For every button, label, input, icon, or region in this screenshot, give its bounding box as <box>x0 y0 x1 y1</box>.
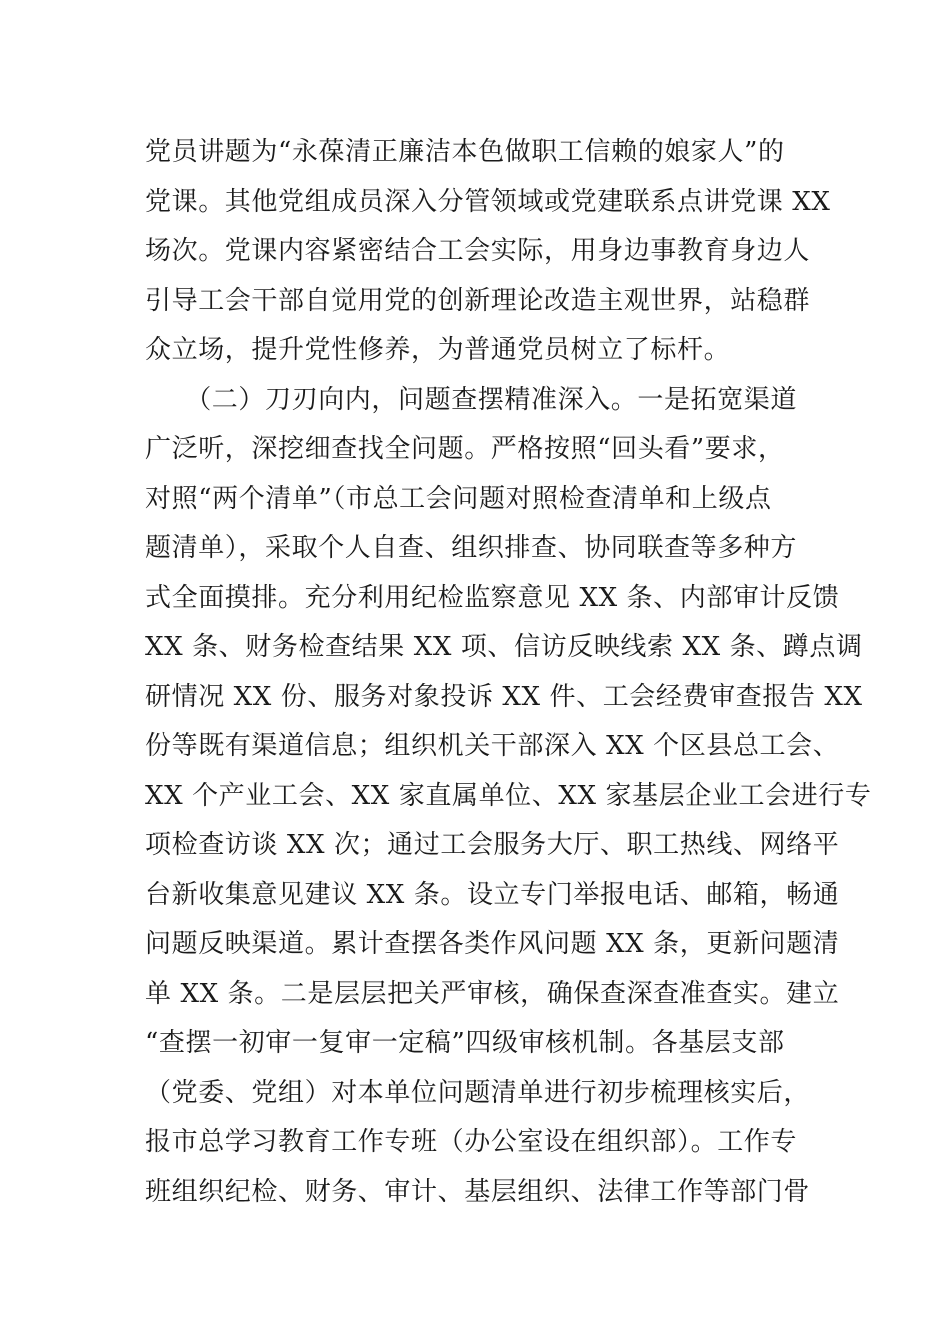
text-line: 广泛听，深挖细查找全问题。严格按照“回头看”要求， <box>145 434 785 464</box>
text-line: 单 XX 条。二是层层把关严审核，确保查深查准查实。建立 <box>145 978 840 1009</box>
text-line: 党课。其他党组成员深入分管领域或党建联系点讲党课 XX <box>145 186 831 217</box>
text-line: 式全面摸排。充分利用纪检监察意见 XX 条、内部审计反馈 <box>145 582 840 613</box>
text-line: 班组织纪检、财务、审计、基层组织、法律工作等部门骨 <box>145 1176 811 1207</box>
text-line: 项检查访谈 XX 次；通过工会服务大厅、职工热线、网络平 <box>145 830 840 860</box>
text-line: 报市总学习教育工作专班（办公室设在组织部）。工作专 <box>145 1127 798 1157</box>
text-line: （党委、党组）对本单位问题清单进行初步梳理核实后， <box>145 1077 811 1108</box>
text-line: XX 个产业工会、XX 家直属单位、XX 家基层企业工会进行专 <box>145 780 872 811</box>
text-line: 问题反映渠道。累计查摆各类作风问题 XX 条，更新问题清 <box>145 929 840 959</box>
text-line: 份等既有渠道信息；组织机关干部深入 XX 个区县总工会、 <box>145 731 840 761</box>
body-text <box>145 128 872 1217</box>
text-line: 场次。党课内容紧密结合工会实际，用身边事教育身边人 <box>145 236 811 266</box>
text-line: 研情况 XX 份、服务对象投诉 XX 件、工会经费审查报告 XX <box>145 681 863 712</box>
text-line: 众立场，提升党性修养，为普通党员树立了标杆。 <box>145 335 731 365</box>
text-line: “查摆一初审一复审一定稿”四级审核机制。各基层支部 <box>145 1028 785 1058</box>
text-line: （二）刀刃向内，问题查摆精准深入。一是拓宽渠道 <box>145 384 798 415</box>
text-line: 对照“两个清单”（市总工会问题对照检查清单和上级点 <box>145 483 772 514</box>
text-line: 党员讲题为“永葆清正廉洁本色做职工信赖的娘家人”的 <box>145 137 785 167</box>
text-line: XX 条、财务检查结果 XX 项、信访反映线索 XX 条、蹲点调 <box>145 632 863 662</box>
text-line: 题清单），采取个人自查、组织排查、协同联查等多种方 <box>145 533 798 563</box>
text-line: 台新收集意见建议 XX 条。设立专门举报电话、邮箱，畅通 <box>145 879 840 910</box>
text-line: 引导工会干部自觉用党的创新理论改造主观世界，站稳群 <box>145 285 811 316</box>
